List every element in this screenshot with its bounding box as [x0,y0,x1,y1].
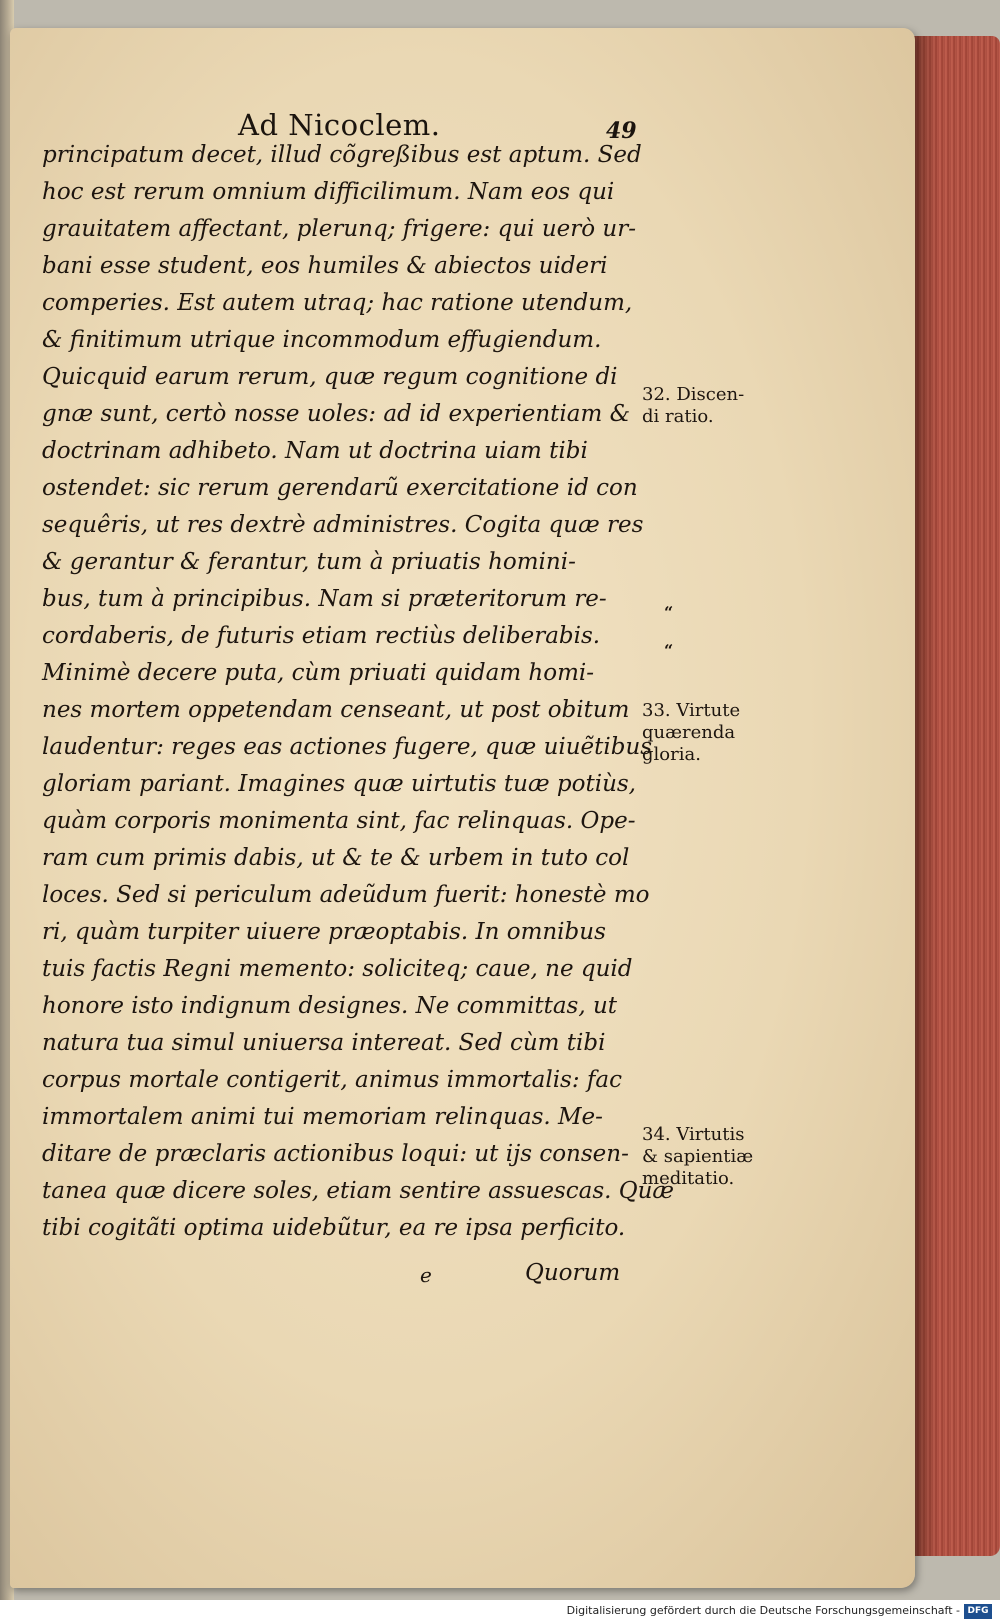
text-line: cordaberis, de futuris etiam rectiùs deliberabis. [42,623,601,649]
signature-mark: e [420,1263,432,1287]
text-line: loces. Sed si periculum adeũdum fuerit: honestè mo [42,882,650,908]
margin-note [642,700,740,766]
text-line: doctrinam adhibeto. Nam ut doctrina uiam tibi [42,438,588,464]
footer-credit: Digitalisierung gefördert durch die Deutsche Forschungsgemeinschaft - [566,1604,960,1617]
margin-note-line: quærenda [642,722,736,743]
text-line: honore isto indignum designes. Ne committas, ut [42,993,618,1019]
text-line: immortalem animi tui memoriam relinquas. Me- [42,1104,603,1130]
text-line: tuis factis Regni memento: soliciteq; caue, ne quid [42,956,633,982]
text-line: principatum decet, illud cõgreßibus est aptum. Sed [42,142,642,168]
catchword: Quorum [525,1260,621,1286]
margin-note-line: 32. Discen- [642,384,745,405]
text-line: natura tua simul uniuersa intereat. Sed cùm tibi [42,1030,606,1056]
text-line: quàm corporis monimenta sint, fac relinquas. Ope- [42,808,636,834]
text-line: ostendet: sic rerum gerendarũ exercitatione id con [42,475,638,501]
text-line: ram cum primis dabis, ut & te & urbem in tuto col [42,845,630,871]
text-line: gnæ sunt, certò nosse uoles: ad id experientiam & [42,401,631,427]
text-line: hoc est rerum omnium difficilimum. Nam eos qui [42,179,615,205]
text-line: gloriam pariant. Imagines quæ uirtutis tuæ potiùs, [42,771,636,797]
margin-note [642,384,744,428]
quote-mark: “ [664,603,674,622]
text-line: & gerantur & ferantur, tum à priuatis homini- [42,549,576,575]
folio-number: 49 [606,118,637,144]
text-line: Quicquid earum rerum, quæ regum cognitione di [42,364,618,390]
quote-mark: “ [664,641,674,660]
text-line: bus, tum à principibus. Nam si præteritorum re- [42,586,607,612]
text-line: grauitatem affectant, plerunq; frigere: qui uerò ur- [42,216,636,242]
text-line: tibi cogitãti optima uidebũtur, ea re ipsa perficito. [42,1215,626,1241]
text-line: ri, quàm turpiter uiuere præoptabis. In omnibus [42,919,606,945]
margin-note-line: di ratio. [642,406,714,427]
margin-note-line: 33. Virtute [642,700,741,721]
margin-note-line: gloria. [642,744,701,765]
footer-bar [0,1600,1000,1623]
text-line: tanea quæ dicere soles, etiam sentire assuescas. Quæ [42,1178,675,1204]
margin-note-line: & sapientiæ [642,1146,754,1167]
text-line: corpus mortale contigerit, animus immortalis: fac [42,1067,623,1093]
margin-note-line: meditatio. [642,1168,735,1189]
text-line: sequêris, ut res dextrè administres. Cogita quæ res [42,512,644,538]
text-line: comperies. Est autem utraq; hac ratione utendum, [42,290,633,316]
text-line: Minimè decere puta, cùm priuati quidam homi- [42,660,595,686]
text-line: bani esse student, eos humiles & abiectos uideri [42,253,608,279]
running-head: Ad Nicoclem. [238,108,441,142]
text-line: laudentur: reges eas actiones fugere, quæ uiuẽtibus [42,734,653,760]
text-line: & finitimum utrique incommodum effugiendum. [42,327,602,353]
margin-note-line: 34. Virtutis [642,1124,745,1145]
text-line: ditare de præclaris actionibus loqui: ut ijs consen- [42,1141,629,1167]
text-line: nes mortem oppetendam censeant, ut post obitum [42,697,630,723]
dfg-logo: DFG [964,1604,992,1619]
margin-note [642,1124,753,1190]
